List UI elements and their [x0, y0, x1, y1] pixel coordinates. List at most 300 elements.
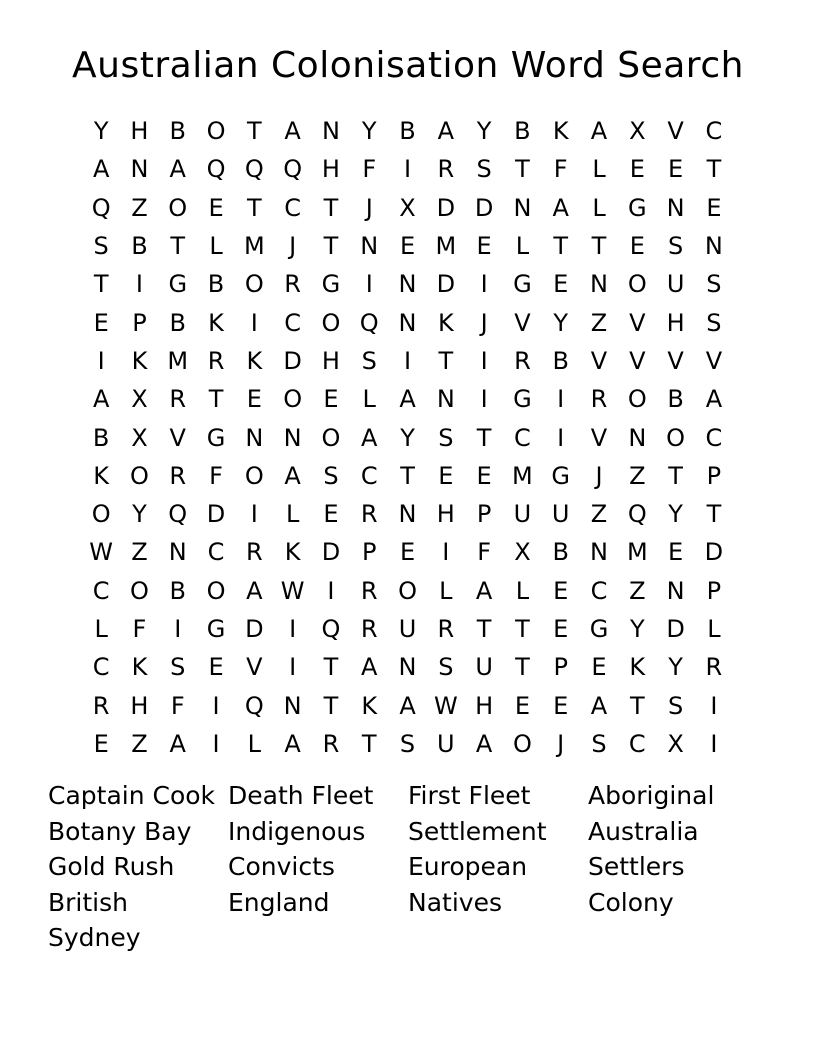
- word-list-item: Settlement: [408, 816, 547, 846]
- grid-letter: W: [280, 576, 305, 605]
- grid-letter: K: [629, 653, 646, 682]
- grid-letter: Z: [629, 461, 646, 490]
- grid-letter: N: [513, 193, 532, 222]
- grid-letter: T: [323, 691, 339, 720]
- grid-letter: G: [628, 193, 647, 222]
- grid-letter: R: [207, 346, 225, 375]
- grid-letter: C: [514, 423, 531, 452]
- grid-letter: S: [438, 653, 454, 682]
- grid-letter: H: [130, 117, 149, 146]
- grid-letter: M: [167, 346, 189, 375]
- grid-letter: T: [323, 232, 339, 261]
- grid-letter: Z: [590, 500, 608, 529]
- word-list-item: Botany Bay: [48, 816, 192, 846]
- grid-row: [82, 112, 737, 150]
- grid-letter: S: [399, 729, 416, 758]
- grid-letter: A: [92, 155, 110, 184]
- grid-letter: R: [360, 500, 378, 529]
- grid-row: [82, 686, 737, 724]
- grid-letter: V: [169, 423, 186, 452]
- grid-letter: S: [706, 308, 722, 337]
- grid-row: [82, 303, 737, 341]
- grid-letter: J: [365, 193, 373, 222]
- grid-letter: B: [399, 117, 416, 146]
- grid-letter: G: [513, 270, 532, 299]
- grid-letter: F: [553, 155, 568, 184]
- grid-letter: X: [131, 385, 148, 414]
- word-list-item: Death Fleet: [228, 781, 374, 810]
- grid-letter: H: [321, 155, 340, 184]
- grid-letter: L: [707, 615, 721, 643]
- grid-letter: L: [439, 576, 453, 605]
- grid-letter: R: [590, 385, 608, 414]
- grid-letter: K: [93, 461, 110, 490]
- grid-letter: E: [476, 232, 492, 261]
- grid-letter: F: [209, 461, 223, 490]
- grid-letter: L: [592, 155, 606, 184]
- grid-letter: E: [208, 653, 224, 682]
- grid-letter: C: [705, 423, 723, 452]
- grid-letter: B: [514, 117, 531, 146]
- grid-letter: K: [361, 691, 378, 720]
- grid-letter: C: [590, 576, 608, 605]
- grid-letter: H: [475, 691, 494, 720]
- grid-letter: U: [475, 653, 493, 682]
- grid-letter: L: [515, 232, 530, 261]
- grid-letter: H: [130, 691, 149, 720]
- grid-letter: R: [437, 155, 455, 184]
- grid-letter: T: [323, 653, 339, 682]
- grid-letter: Z: [131, 729, 148, 758]
- grid-letter: N: [666, 193, 685, 222]
- grid-letter: R: [360, 576, 378, 605]
- grid-letter: J: [557, 729, 565, 758]
- grid-letter: G: [206, 423, 226, 452]
- grid-letter: I: [97, 346, 105, 375]
- grid-letter: T: [591, 232, 607, 261]
- grid-letter: O: [627, 270, 647, 299]
- grid-letter: A: [437, 117, 455, 146]
- grid-letter: G: [321, 270, 341, 299]
- word-list-item: First Fleet: [408, 781, 531, 810]
- word-list-item: Gold Rush: [48, 852, 175, 881]
- grid-letter: N: [283, 691, 302, 720]
- grid-letter: O: [91, 500, 111, 529]
- word-list-item: Australia: [588, 816, 699, 846]
- grid-letter: T: [247, 117, 262, 146]
- grid-letter: C: [284, 308, 302, 337]
- grid-letter: I: [250, 308, 258, 337]
- grid-letter: A: [284, 117, 301, 146]
- grid-letter: E: [514, 691, 530, 720]
- grid-letter: N: [590, 538, 608, 567]
- grid-letter: Y: [400, 423, 415, 452]
- grid-letter: S: [361, 346, 377, 375]
- grid-letter: O: [512, 729, 532, 758]
- grid-letter: O: [206, 576, 226, 605]
- grid-letter: R: [245, 538, 263, 567]
- grid-letter: Z: [590, 308, 608, 337]
- grid-letter: T: [476, 615, 492, 643]
- grid-letter: S: [438, 423, 454, 452]
- grid-letter: D: [321, 538, 341, 567]
- grid-letter: B: [169, 117, 186, 146]
- grid-letter: K: [246, 346, 263, 375]
- grid-letter: O: [321, 308, 341, 337]
- word-list-item: Convicts: [228, 852, 335, 881]
- grid-letter: R: [92, 691, 110, 720]
- grid-letter: O: [627, 385, 647, 414]
- grid-letter: X: [629, 117, 646, 146]
- grid-letter: Y: [668, 500, 683, 529]
- grid-row: [82, 418, 737, 456]
- grid-letter: O: [321, 423, 341, 452]
- grid-letter: P: [706, 461, 722, 490]
- grid-letter: Y: [93, 117, 109, 146]
- grid-letter: T: [170, 232, 186, 261]
- grid-letter: T: [706, 155, 722, 184]
- grid-letter: R: [705, 653, 723, 682]
- grid-letter: H: [436, 500, 455, 529]
- grid-letter: E: [668, 155, 684, 184]
- grid-row: [82, 533, 737, 571]
- grid-letter: F: [170, 691, 185, 720]
- grid-letter: I: [289, 653, 297, 682]
- grid-letter: T: [706, 500, 722, 529]
- grid-letter: R: [169, 385, 187, 414]
- grid-letter: E: [438, 461, 454, 490]
- grid-letter: T: [208, 385, 224, 414]
- grid-letter: G: [589, 615, 609, 643]
- grid-letter: R: [514, 346, 531, 375]
- grid-row: [82, 150, 737, 188]
- word-list-item: Captain Cook: [48, 781, 216, 810]
- grid-letter: Y: [668, 653, 683, 682]
- grid-row: [82, 725, 737, 763]
- grid-letter: B: [667, 385, 684, 414]
- grid-letter: T: [93, 270, 109, 299]
- grid-letter: F: [362, 155, 377, 184]
- grid-letter: I: [442, 538, 450, 567]
- grid-letter: C: [360, 461, 378, 490]
- grid-letter: U: [437, 729, 455, 758]
- grid-letter: Y: [476, 117, 492, 146]
- grid-letter: B: [207, 270, 225, 299]
- grid-row: [82, 610, 737, 648]
- grid-row: [82, 265, 737, 303]
- grid-letter: F: [132, 615, 147, 643]
- grid-letter: C: [207, 538, 225, 567]
- grid-letter: C: [92, 576, 110, 605]
- grid-letter: Y: [553, 308, 569, 337]
- grid-letter: O: [666, 423, 686, 452]
- grid-letter: X: [399, 193, 416, 222]
- grid-letter: N: [321, 117, 340, 146]
- grid-letter: P: [553, 653, 568, 682]
- grid-letter: J: [480, 308, 488, 337]
- letter-grid: [82, 112, 737, 763]
- grid-letter: P: [132, 308, 147, 337]
- grid-row: [82, 457, 737, 495]
- grid-row: [82, 342, 737, 380]
- word-list-item: Settlers: [588, 852, 685, 881]
- grid-letter: Q: [321, 615, 341, 643]
- grid-letter: I: [327, 576, 335, 605]
- grid-letter: N: [398, 308, 417, 337]
- grid-letter: B: [552, 538, 569, 567]
- grid-letter: A: [475, 576, 493, 605]
- grid-letter: P: [706, 576, 722, 605]
- grid-letter: Q: [359, 308, 379, 337]
- grid-letter: K: [131, 653, 148, 682]
- grid-letter: G: [551, 461, 571, 490]
- word-list-item: England: [228, 887, 330, 917]
- grid-letter: I: [557, 385, 565, 414]
- grid-letter: A: [361, 653, 378, 682]
- grid-letter: X: [514, 538, 531, 567]
- grid-letter: T: [400, 461, 415, 490]
- grid-letter: O: [283, 385, 303, 414]
- grid-row: [82, 189, 737, 227]
- grid-letter: T: [629, 691, 645, 720]
- grid-letter: I: [480, 270, 488, 299]
- grid-letter: A: [361, 423, 378, 452]
- grid-letter: E: [553, 615, 569, 643]
- grid-letter: I: [403, 346, 412, 375]
- grid-row: [82, 495, 737, 533]
- word-list-item: Indigenous: [228, 816, 366, 846]
- grid-row: [82, 227, 737, 265]
- grid-letter: B: [169, 308, 186, 337]
- grid-letter: R: [169, 461, 187, 490]
- grid-letter: V: [629, 308, 646, 337]
- grid-letter: M: [626, 538, 648, 567]
- grid-letter: I: [480, 346, 488, 375]
- grid-letter: I: [250, 500, 258, 529]
- grid-letter: A: [399, 691, 416, 720]
- grid-letter: V: [629, 346, 646, 375]
- grid-letter: A: [246, 576, 263, 605]
- grid-letter: U: [551, 500, 570, 529]
- word-list-item: Colony: [588, 887, 674, 917]
- grid-letter: S: [706, 270, 722, 299]
- grid-letter: S: [667, 232, 684, 261]
- grid-letter: V: [590, 423, 608, 452]
- grid-letter: C: [92, 653, 110, 682]
- grid-letter: Q: [244, 691, 264, 720]
- grid-letter: L: [362, 385, 376, 414]
- grid-row: [82, 380, 737, 418]
- grid-letter: G: [168, 270, 188, 299]
- word-list-item: Aboriginal: [588, 781, 715, 810]
- grid-letter: O: [244, 461, 264, 490]
- grid-letter: I: [174, 615, 182, 643]
- grid-letter: V: [667, 346, 684, 375]
- grid-letter: I: [403, 155, 412, 184]
- grid-letter: C: [705, 117, 723, 146]
- grid-letter: X: [131, 423, 148, 452]
- grid-letter: S: [170, 653, 186, 682]
- grid-letter: I: [135, 270, 143, 299]
- grid-letter: V: [705, 346, 723, 375]
- grid-letter: W: [89, 538, 114, 567]
- grid-letter: T: [323, 193, 339, 222]
- grid-letter: L: [285, 500, 300, 529]
- grid-letter: R: [322, 729, 340, 758]
- grid-letter: O: [130, 461, 149, 490]
- word-list-item: British: [48, 887, 128, 917]
- grid-letter: L: [209, 232, 223, 261]
- grid-letter: M: [243, 232, 265, 261]
- grid-letter: N: [628, 423, 647, 452]
- grid-letter: Y: [132, 500, 147, 529]
- grid-letter: I: [710, 691, 718, 720]
- grid-letter: N: [398, 500, 417, 529]
- grid-letter: D: [474, 193, 494, 222]
- grid-letter: D: [283, 346, 302, 375]
- grid-letter: L: [247, 729, 262, 758]
- grid-letter: F: [477, 538, 492, 567]
- grid-letter: Z: [131, 193, 148, 222]
- grid-letter: W: [433, 691, 458, 720]
- grid-letter: N: [666, 576, 685, 605]
- grid-letter: E: [668, 538, 684, 567]
- grid-letter: E: [208, 193, 224, 222]
- grid-letter: E: [629, 155, 645, 184]
- grid-letter: I: [212, 691, 220, 720]
- grid-letter: T: [553, 232, 569, 261]
- grid-letter: E: [706, 193, 722, 222]
- grid-letter: I: [710, 729, 718, 758]
- grid-letter: V: [246, 653, 263, 682]
- page-title: Australian Colonisation Word Search: [72, 45, 744, 86]
- grid-letter: Q: [206, 155, 226, 184]
- grid-letter: N: [704, 232, 723, 261]
- grid-letter: D: [436, 270, 456, 299]
- grid-letter: A: [590, 691, 608, 720]
- grid-letter: O: [130, 576, 149, 605]
- grid-letter: X: [667, 729, 684, 758]
- grid-letter: R: [284, 270, 301, 299]
- grid-letter: Q: [91, 193, 111, 222]
- grid-letter: S: [667, 691, 684, 720]
- grid-letter: Q: [627, 500, 647, 529]
- grid-letter: E: [399, 232, 416, 261]
- grid-letter: D: [666, 615, 685, 643]
- grid-letter: R: [360, 615, 378, 643]
- grid-letter: Q: [283, 155, 303, 184]
- grid-letter: N: [168, 538, 187, 567]
- grid-letter: N: [283, 423, 302, 452]
- grid-letter: D: [436, 193, 456, 222]
- grid-letter: A: [399, 385, 416, 414]
- grid-letter: A: [705, 385, 723, 414]
- grid-letter: K: [131, 346, 148, 375]
- grid-letter: E: [246, 385, 262, 414]
- grid-letter: U: [513, 500, 532, 529]
- grid-letter: E: [553, 576, 569, 605]
- grid-letter: K: [284, 538, 301, 567]
- grid-letter: Y: [361, 117, 377, 146]
- grid-letter: A: [284, 729, 301, 758]
- grid-letter: B: [92, 423, 110, 452]
- grid-letter: N: [590, 270, 608, 299]
- grid-letter: P: [361, 538, 377, 567]
- grid-letter: A: [590, 117, 608, 146]
- grid-letter: E: [476, 461, 492, 490]
- grid-letter: S: [591, 729, 607, 758]
- grid-letter: Z: [131, 538, 148, 567]
- grid-letter: J: [289, 232, 297, 261]
- grid-letter: T: [515, 155, 530, 184]
- grid-letter: N: [398, 270, 417, 299]
- grid-letter: K: [208, 308, 224, 337]
- grid-letter: E: [629, 232, 645, 261]
- grid-letter: H: [666, 308, 685, 337]
- grid-letter: E: [553, 270, 569, 299]
- grid-letter: L: [515, 576, 530, 605]
- grid-letter: N: [436, 385, 455, 414]
- grid-letter: T: [247, 193, 262, 222]
- grid-letter: R: [437, 615, 455, 643]
- grid-letter: V: [514, 308, 531, 337]
- grid-letter: E: [323, 500, 339, 529]
- grid-letter: U: [398, 615, 417, 643]
- grid-letter: V: [667, 117, 684, 146]
- grid-letter: S: [93, 232, 109, 261]
- grid-letter: N: [398, 653, 417, 682]
- grid-letter: E: [591, 653, 607, 682]
- grid-letter: T: [515, 615, 530, 643]
- grid-letter: Q: [168, 500, 188, 529]
- grid-letter: Z: [629, 576, 646, 605]
- grid-letter: G: [513, 385, 532, 414]
- grid-letter: M: [435, 232, 457, 261]
- grid-letter: N: [245, 423, 264, 452]
- grid-letter: I: [480, 385, 488, 414]
- grid-letter: G: [206, 615, 226, 643]
- grid-letter: E: [323, 385, 339, 414]
- grid-letter: S: [323, 461, 339, 490]
- grid-letter: P: [476, 500, 492, 529]
- grid-letter: O: [168, 193, 188, 222]
- grid-letter: A: [92, 385, 110, 414]
- grid-letter: S: [476, 155, 492, 184]
- grid-letter: N: [130, 155, 149, 184]
- grid-letter: O: [244, 270, 264, 299]
- word-list-item: European: [408, 852, 528, 881]
- grid-letter: H: [321, 346, 340, 375]
- grid-letter: B: [552, 346, 569, 375]
- grid-letter: D: [245, 615, 264, 643]
- grid-letter: T: [668, 461, 683, 490]
- grid-letter: B: [169, 576, 186, 605]
- grid-letter: Y: [629, 615, 645, 643]
- grid-letter: C: [284, 193, 302, 222]
- grid-letter: N: [360, 232, 379, 261]
- grid-letter: A: [475, 729, 493, 758]
- grid-letter: Q: [244, 155, 264, 184]
- grid-letter: A: [284, 461, 301, 490]
- grid-letter: T: [476, 423, 492, 452]
- grid-letter: I: [212, 729, 220, 758]
- grid-letter: I: [557, 423, 565, 452]
- grid-row: [82, 648, 737, 686]
- grid-letter: L: [94, 615, 108, 643]
- grid-letter: E: [553, 691, 569, 720]
- grid-letter: A: [169, 729, 186, 758]
- grid-letter: J: [595, 461, 603, 490]
